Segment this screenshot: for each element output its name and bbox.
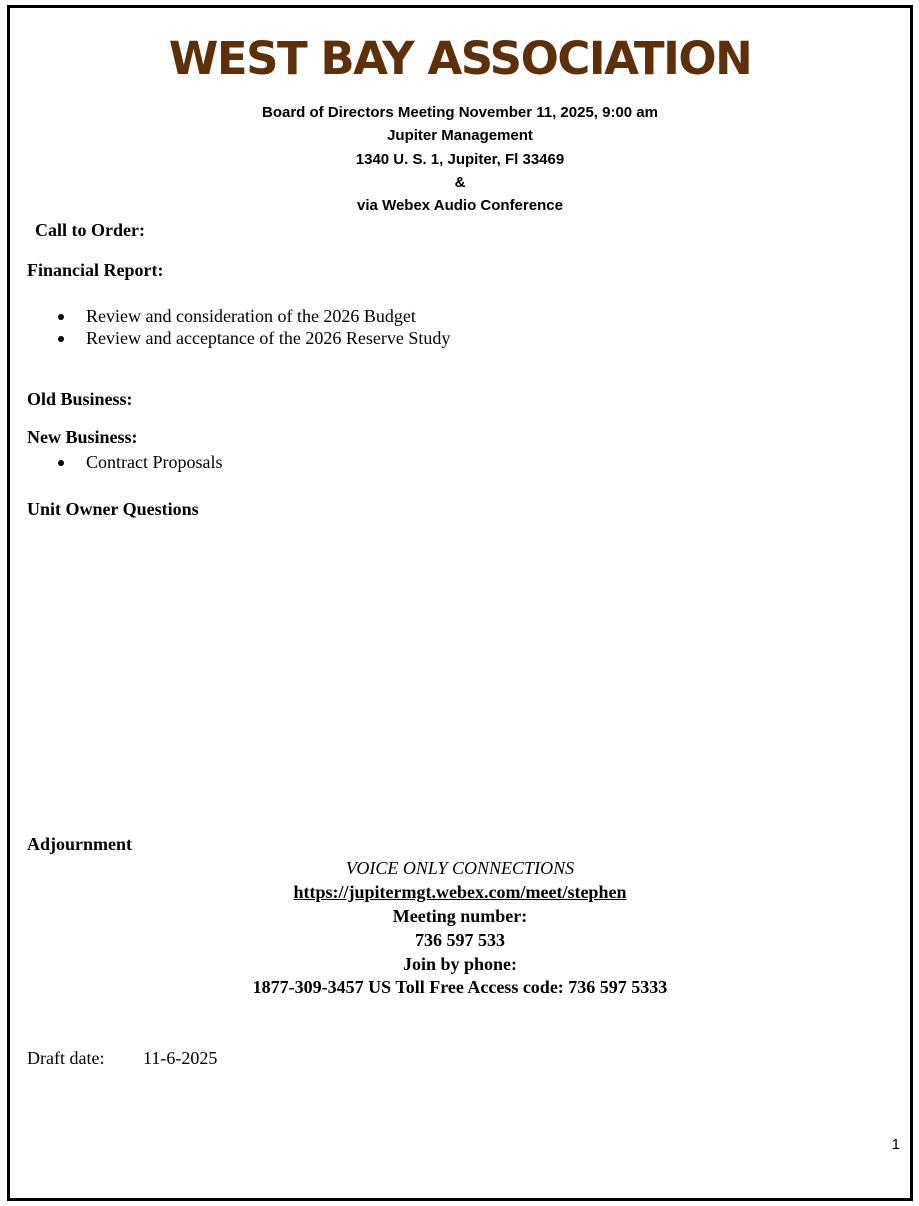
unit-owner-questions-heading: Unit Owner Questions — [27, 499, 199, 519]
new-business-heading: New Business: — [27, 427, 138, 447]
meeting-number-label: Meeting number: — [392, 906, 528, 926]
webex-link-line — [10, 882, 910, 903]
voice-only-label: VOICE ONLY CONNECTIONS — [345, 858, 575, 878]
old-business-heading: Old Business: — [27, 389, 133, 409]
ampersand: & — [454, 174, 466, 191]
meeting-date-line: Board of Directors Meeting November 11, 2025, 9:00 am — [262, 104, 658, 121]
join-by-phone-label: Join by phone: — [402, 954, 518, 974]
financial-report-heading: Financial Report: — [27, 260, 164, 280]
bullet-icon — [58, 314, 64, 320]
meeting-address: 1340 U. S. 1, Jupiter, Fl 33469 — [355, 151, 565, 168]
list-item: Review and acceptance of the 2026 Reserve Study — [86, 328, 451, 348]
bullet-icon — [58, 460, 64, 466]
agenda-page — [7, 5, 913, 1201]
call-to-order-heading: Call to Order: — [35, 220, 145, 240]
management-company: Jupiter Management — [387, 127, 533, 144]
page-number: 1 — [891, 1136, 900, 1153]
draft-date-value: 11-6-2025 — [143, 1048, 218, 1068]
meeting-number: 736 597 533 — [415, 930, 505, 950]
webex-link[interactable]: https://jupitermgt.webex.com/meet/stephen — [293, 882, 627, 902]
phone-access-line: 1877-309-3457 US Toll Free Access code: 736 597 5333 — [252, 977, 668, 997]
conference-line: via Webex Audio Conference — [357, 197, 563, 214]
list-item: Contract Proposals — [86, 452, 223, 472]
list-item: Review and consideration of the 2026 Budget — [86, 306, 416, 326]
association-title: WEST BAY ASSOCIATION — [168, 32, 752, 85]
draft-date-label: Draft date: — [27, 1048, 105, 1068]
adjournment-heading: Adjournment — [27, 834, 133, 854]
bullet-icon — [58, 336, 64, 342]
